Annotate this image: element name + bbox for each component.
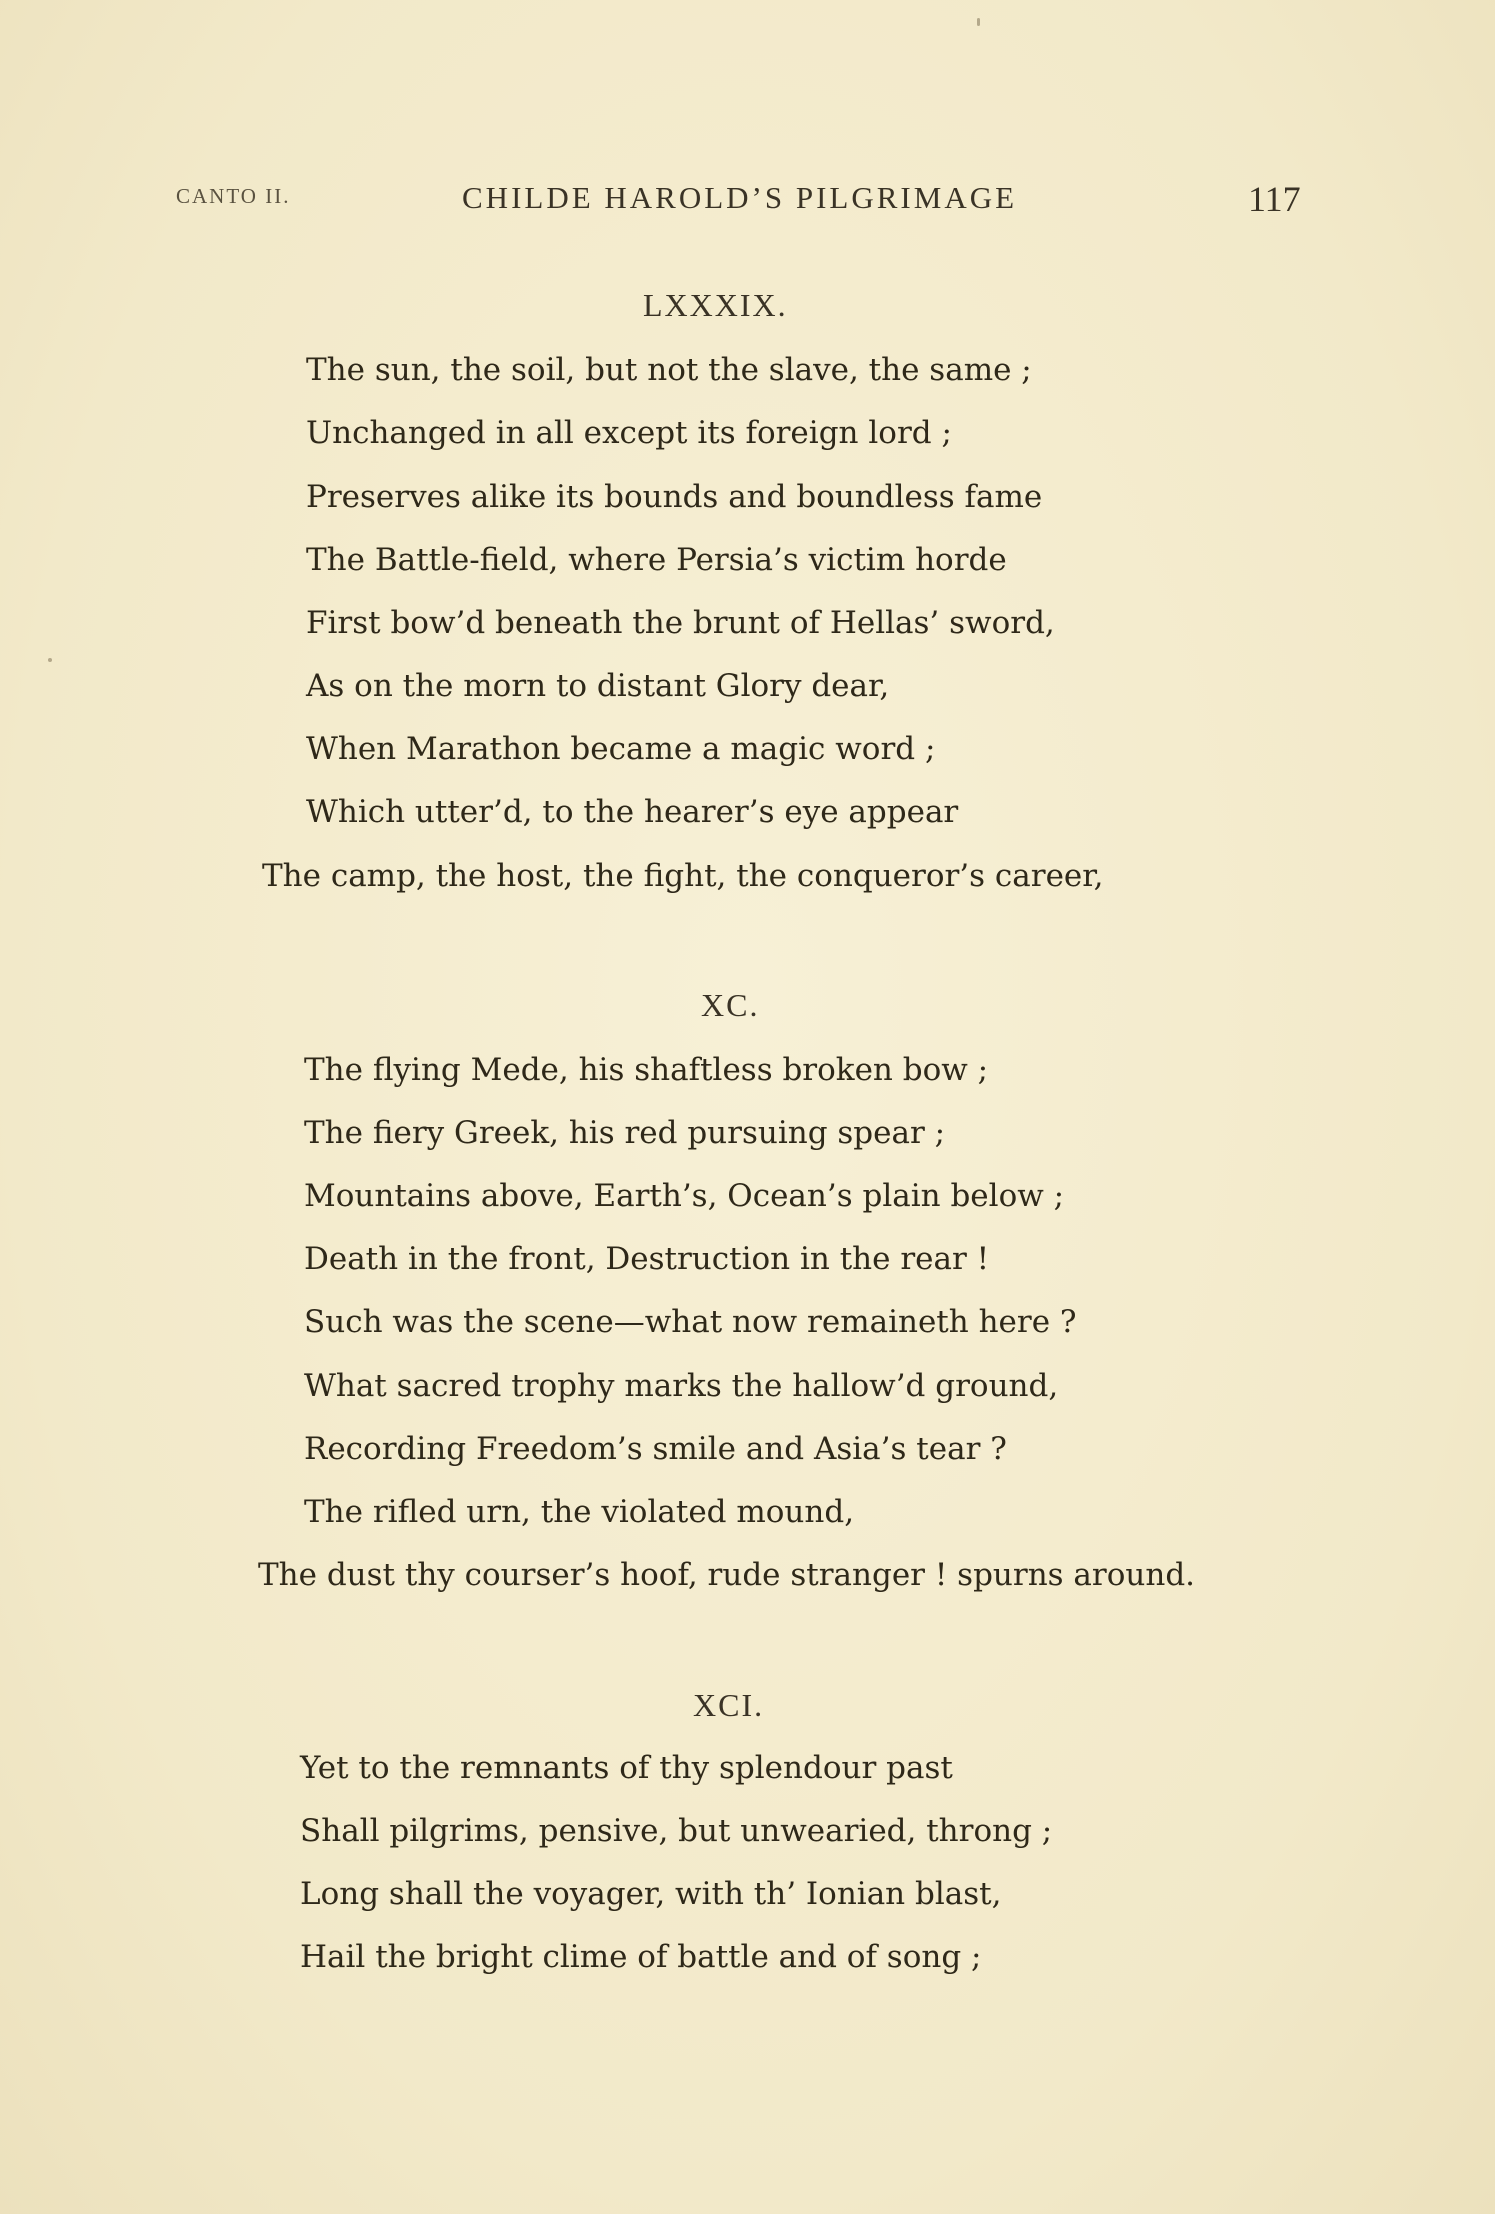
verse-line: Unchanged in all except its foreign lord ; (306, 415, 952, 451)
verse-line: The fiery Greek, his red pursuing spear ; (304, 1115, 946, 1151)
running-head (0, 180, 1495, 230)
book-title: CHILDE HAROLD’S PILGRIMAGE (462, 180, 1018, 215)
verse-line: Such was the scene—what now remaineth here ? (304, 1304, 1077, 1340)
canto-label: CANTO II. (176, 184, 291, 208)
paper-speck (48, 658, 52, 662)
verse-line: When Marathon became a magic word ; (306, 731, 936, 767)
page-number: 117 (1248, 179, 1301, 219)
verse-line: Yet to the remnants of thy splendour past (300, 1750, 953, 1786)
verse-line: Preserves alike its bounds and boundless fame (306, 479, 1043, 515)
stanza-number: LXXXIX. (643, 287, 788, 323)
verse-line: Death in the front, Destruction in the rear ! (304, 1241, 990, 1277)
verse-line: First bow’d beneath the brunt of Hellas’ sword, (306, 605, 1055, 641)
stanza-number: XCI. (693, 1687, 765, 1723)
verse-line: Long shall the voyager, with th’ Ionian blast, (300, 1876, 1002, 1912)
verse-line: The dust thy courser’s hoof, rude stranger ! spurns around. (258, 1557, 1196, 1593)
verse-line: As on the morn to distant Glory dear, (306, 668, 890, 704)
verse-line: Recording Freedom’s smile and Asia’s tear ? (304, 1431, 1007, 1467)
verse-line: The Battle-field, where Persia’s victim horde (306, 542, 1007, 578)
stanza-number: XC. (701, 987, 760, 1023)
verse-line: The sun, the soil, but not the slave, the same ; (306, 352, 1032, 388)
verse-line: Shall pilgrims, pensive, but unwearied, throng ; (300, 1813, 1053, 1849)
verse-line: Which utter’d, to the hearer’s eye appear (306, 794, 959, 830)
verse-line: The rifled urn, the violated mound, (304, 1494, 855, 1530)
verse-line: Mountains above, Earth’s, Ocean’s plain below ; (304, 1178, 1065, 1214)
verse-line: The flying Mede, his shaftless broken bow ; (304, 1052, 989, 1088)
verse-line: What sacred trophy marks the hallow’d ground, (304, 1368, 1059, 1404)
verse-line: Hail the bright clime of battle and of song ; (300, 1939, 982, 1975)
verse-line: The camp, the host, the fight, the conqueror’s career, (262, 858, 1104, 894)
paper-speck (977, 18, 980, 26)
